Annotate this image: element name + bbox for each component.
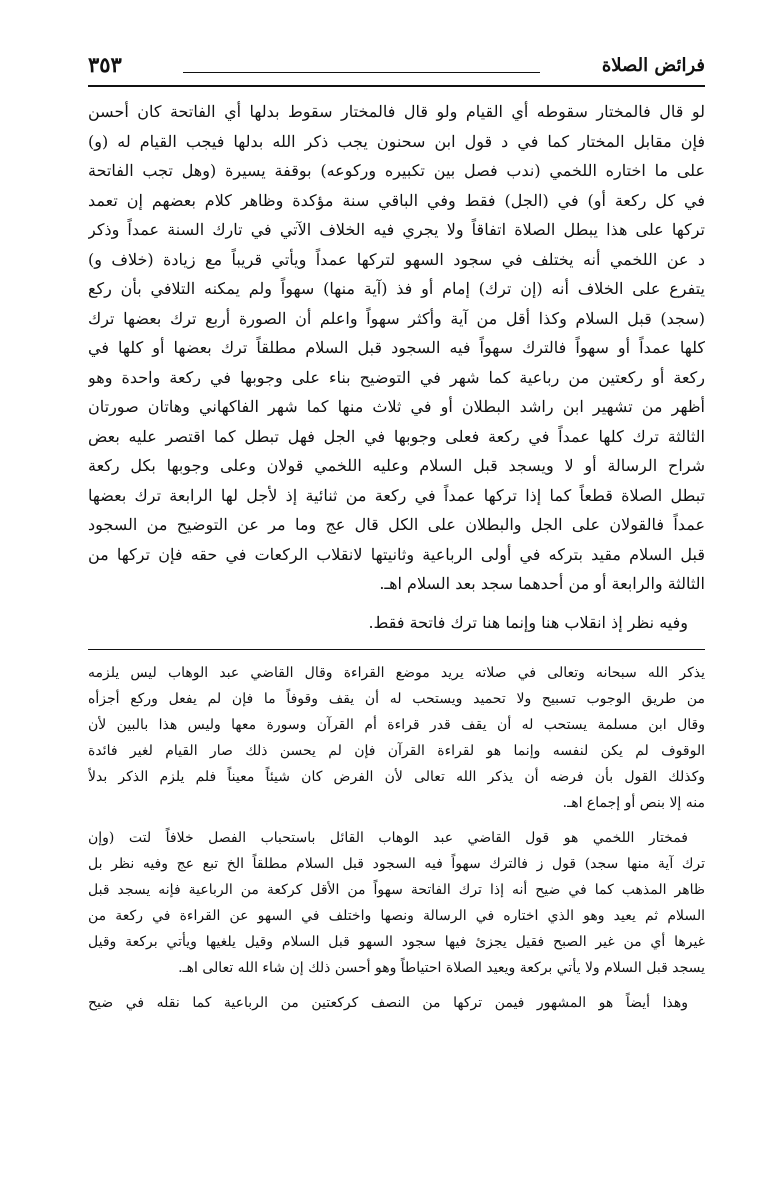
text-line: (سجد) قبل السلام وكذا أقل من آية وأكثر سهواً واعلم أن الصورة أربع ترك بعضها ترك [88, 308, 705, 328]
footnote-line: السلام ثم يعيد وهو الذي اختاره في الرسالة ونصها واختلف في السهو عن القراءة في ركعة من [88, 908, 705, 924]
chapter-title: فرائض الصلاة [601, 55, 705, 76]
footnote-separator [88, 649, 705, 650]
text-line: الثالثة والرابعة أو من أحدهما سجد بعد السلام اهـ. [379, 574, 705, 593]
text-line: فإن مقابل المختار كما في د قول ابن سحنون يجب ذكر الله بدلها فيجب القيام له (و) [88, 131, 705, 151]
footnote-line: ظاهر المذهب كما في ضيح أنه إذا ترك الفاتحة سهواً من الأقل كركعة من الرباعية فإنه يسجد قبل [88, 882, 705, 898]
text-line: يتفرع على الخلاف أنه (إن ترك) إمام أو فذ (آية منها) سهواً ولم يمكنه التلافي بأن ركع [88, 279, 705, 298]
footnote-line: فمختار اللخمي هو قول القاضي عبد الوهاب القائل باستحباب الفصل خلافاً لتت (وإن [88, 830, 688, 846]
footnote-line: وقال ابن مسلمة يستحب له أن يقف قدر قراءة أم القرآن وسورة معها وليس هذا بالبين لأن [88, 717, 705, 733]
text-line: شراح الرسالة أو لا ويسجد قبل السلام وعليه اللخمي قولان وعلى وجوبها بكل ركعة [88, 456, 705, 475]
text-line: كلها عمداً أو سهواً فالترك سهواً فيه السجود قبل السلام مطلقاً ترك بعضها أو كلها في [88, 338, 705, 357]
text-line: على ما اختاره اللخمي (ندب فصل بين تكبيره وركوعه) بوقفة يسيرة (وهل تجب الفاتحة [88, 161, 705, 180]
text-line: في كل ركعة أو) في (الجل) فقط وفي الباقي سنة مؤكدة وظاهر كلام بعضهم إن تعمد [88, 190, 705, 210]
footnote-line: ترك آية منها سجد) قول ز فالترك سهواً فيه السجود قبل السلام مطلقاً الخ تبع عج وفيه نظر بل [88, 856, 705, 872]
text-line: تبطل الصلاة قطعاً كما إذا تركها عمداً في ركعة من ثنائية إذ لأجل لها الرابعة ترك بعضها [88, 485, 705, 505]
text-line: عمداً فالقولان على الجل والبطلان على الكل قال عج وما مر عن التوضيح من السجود [88, 515, 705, 534]
paragraph-gap [88, 816, 705, 825]
footnotes [88, 660, 705, 1016]
book-page [88, 52, 705, 1016]
text-line: ركعة أو ركعتين من رباعية كما شهر في التوضيح بناء على وجوبها في ركعة واحدة وهو [88, 367, 705, 387]
paragraph-gap [88, 599, 705, 608]
footnote-line: يذكر الله سبحانه وتعالى في صلاته يريد موضع القراءة وقال القاضي عبد الوهاب ليس يلزمه [88, 665, 705, 681]
main-text [88, 97, 705, 637]
footnote-line: وهذا أيضاً هو المشهور فيمن تركها من النصف كركعتين من الرباعية كما نقله في ضيح [88, 995, 688, 1011]
header-rule [183, 72, 540, 73]
text-line: د عن اللخمي أنه يختلف في سجود السهو لتركها عمداً ويأتي قريباً مع زيادة (خلاف و) [88, 249, 705, 269]
text-line: تركها على هذا يبطل الصلاة اتفاقاً ولا يجري فيه الخلاف الآتي في تارك السنة عمداً وذكر [88, 220, 705, 239]
text-line: قبل السلام مقيد بتركه في أولى الرباعية وثانيتها لانقلاب الركعات في حقه فإن تركها من [88, 544, 705, 564]
text-line: أظهر من تشهير ابن راشد البطلان أو في ثلاث منها كما شهر الفاكهاني وهاتان صورتان [88, 397, 705, 416]
text-line: وفيه نظر إذ انقلاب هنا وإنما هنا ترك فاتحة فقط. [368, 612, 688, 632]
text-line: لو قال فالمختار سقوطه أي القيام ولو قال فالمختار سقوط بدلها أي الفاتحة كان أحسن [88, 102, 705, 121]
footnote-line: يسجد قبل السلام ولا يأتي بركعة ويعيد الصلاة احتياطاً وهو أحسن ذلك إن شاء الله تعالى اهـ. [178, 960, 705, 976]
paragraph-gap [88, 981, 705, 990]
footnote-line: من طريق الوجوب تسبيح ولا تحميد ويستحب له أن يقف وقوفاً ما فإن لم يفعل وركع أجزأه [88, 691, 705, 707]
footnote-line: وكذلك القول بأن فرضه أن يذكر الله تعالى لأن الفرض كان شيئاً معيناً فلم يلزم الذكر بدلاً [88, 769, 705, 785]
header-divider [88, 85, 705, 87]
running-header [88, 52, 705, 82]
footnote-line: منه إلا بنص أو إجماع اهـ. [562, 795, 705, 811]
page-number: ٣٥٣ [88, 52, 122, 77]
footnote-line: غيرها أي من غير الصبح فقيل يجزئ فيها سجود السهو قبل السلام وقيل يلغيها ويأتي بركعة وقيل [88, 934, 705, 950]
footnote-line: الوقوف لم يكن لنفسه وإنما هو لقراءة القرآن فإن لم يحسن ذلك صار القيام لغير فائدة [88, 743, 705, 759]
text-line: الثالثة ترك كلها عمداً في ركعة فعلى وجوبها في الجل فهل تبطل كما اقتصر عليه بعض [88, 426, 705, 446]
